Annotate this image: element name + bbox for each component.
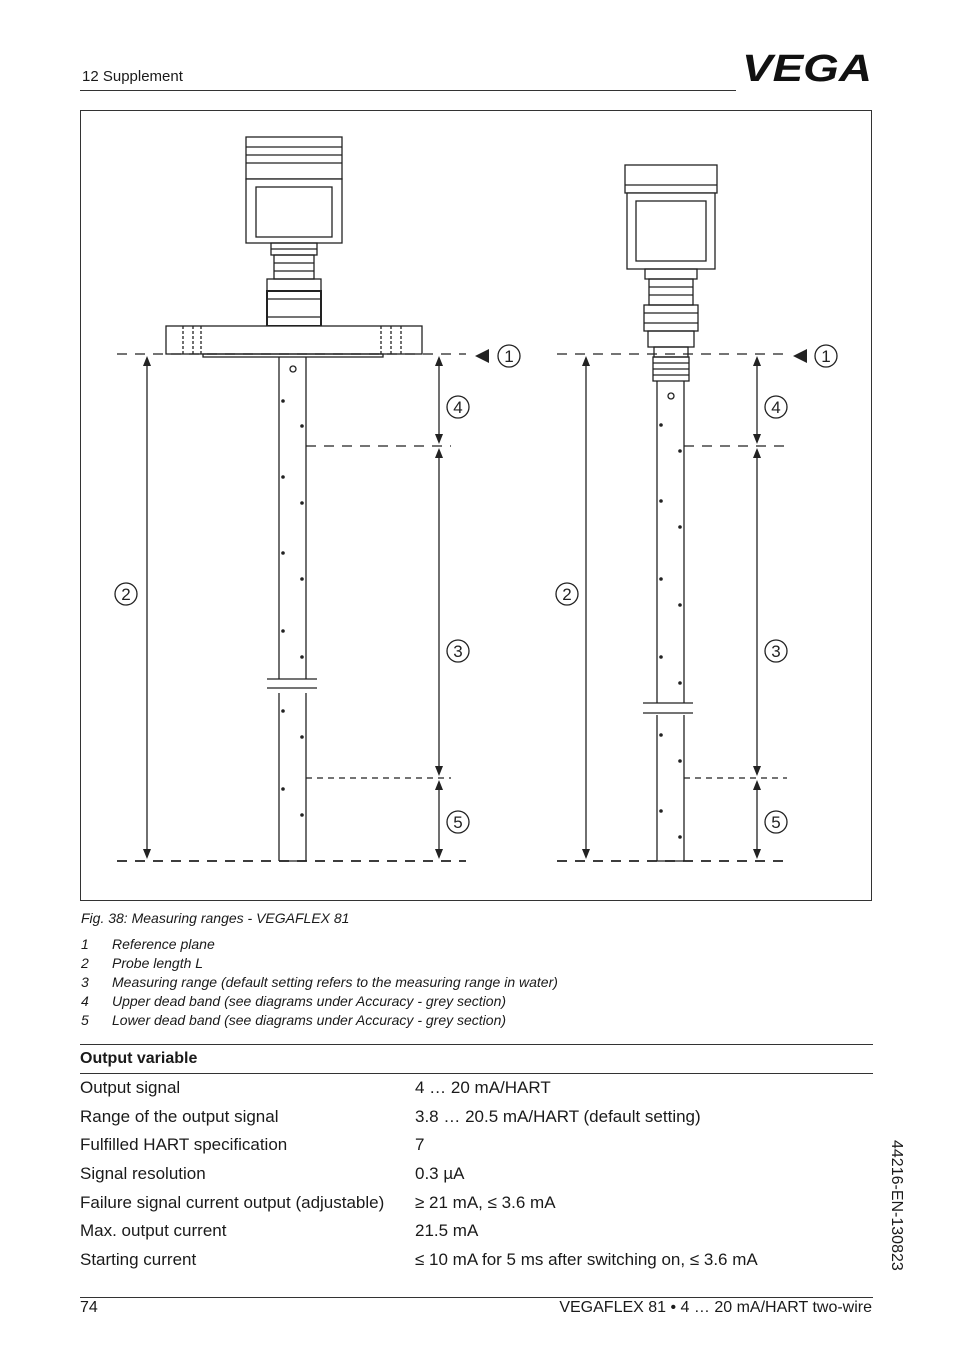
legend-text: Measuring range (default setting refers to the measuring range in water) <box>112 974 558 990</box>
spec-value: 0.3 µA <box>415 1164 465 1184</box>
marker-2-right <box>556 583 578 605</box>
table-row <box>80 1074 873 1103</box>
spec-label: Fulfilled HART specification <box>80 1135 288 1155</box>
legend-item <box>81 1011 558 1030</box>
legend-number: 5 <box>81 1012 89 1028</box>
marker-5-right <box>765 811 787 833</box>
table-row <box>80 1189 873 1218</box>
figure-caption: Fig. 38: Measuring ranges - VEGAFLEX 81 <box>81 910 350 926</box>
spec-value: 4 … 20 mA/HART <box>415 1078 551 1097</box>
table-row <box>80 1103 873 1132</box>
header-rule <box>80 90 736 91</box>
measuring-range-figure <box>80 110 872 901</box>
figure-legend <box>81 935 558 1030</box>
probe-diagram <box>81 111 873 902</box>
spec-label: Signal resolution <box>80 1164 206 1184</box>
table-row <box>80 1246 873 1275</box>
spec-label: Starting current <box>80 1250 197 1270</box>
legend-number: 1 <box>81 936 89 952</box>
flange-probe <box>166 137 422 861</box>
footer-product: VEGAFLEX 81 • 4 … 20 mA/HART two-wire <box>559 1299 872 1316</box>
svg-text:5: 5 <box>453 813 463 832</box>
footer-rule <box>80 1297 873 1298</box>
legend-text: Lower dead band (see diagrams under Accuracy - grey section) <box>112 1012 507 1028</box>
vega-logo <box>742 52 874 84</box>
legend-item <box>81 935 558 954</box>
spec-label: Failure signal current output (adjustable) <box>80 1192 385 1212</box>
table-row <box>80 1131 873 1160</box>
spec-value: ≥ 21 mA, ≤ 3.6 mA <box>415 1192 556 1212</box>
marker-4-left <box>447 396 469 418</box>
logo-lettering: VEGA <box>742 52 872 84</box>
legend-item <box>81 973 558 992</box>
svg-text:1: 1 <box>504 347 514 366</box>
output-variable-table <box>80 1044 873 1275</box>
svg-text:2: 2 <box>121 585 131 604</box>
marker-1-left <box>498 345 520 367</box>
legend-number: 2 <box>81 955 89 971</box>
legend-item <box>81 954 558 973</box>
table-heading: Output variable <box>80 1045 873 1074</box>
svg-text:1: 1 <box>821 347 831 366</box>
table-row <box>80 1217 873 1246</box>
spec-value: ≤ 10 mA for 5 ms after switching on, ≤ 3.6 mA <box>415 1250 758 1270</box>
legend-text: Probe length L <box>112 955 204 971</box>
marker-1-right <box>815 345 837 367</box>
svg-text:4: 4 <box>453 398 463 417</box>
marker-5-left <box>447 811 469 833</box>
marker-3-right <box>765 640 787 662</box>
spec-value: 7 <box>415 1135 425 1155</box>
spec-label: Max. output current <box>80 1221 227 1241</box>
spec-label: Range of the output signal <box>80 1106 279 1126</box>
svg-text:4: 4 <box>771 398 781 417</box>
svg-text:3: 3 <box>453 642 463 661</box>
right-dimensions <box>557 354 787 861</box>
legend-text: Reference plane <box>112 936 215 952</box>
legend-number: 4 <box>81 993 89 1009</box>
svg-text:2: 2 <box>562 585 572 604</box>
document-code: 44216-EN-130823 <box>888 1140 905 1271</box>
spec-value: 3.8 … 20.5 mA/HART (default setting) <box>415 1106 701 1126</box>
marker-2-left <box>115 583 137 605</box>
legend-text: Upper dead band (see diagrams under Accuracy - grey section) <box>112 993 507 1009</box>
thread-probe <box>625 165 717 861</box>
table-row <box>80 1160 873 1189</box>
svg-text:5: 5 <box>771 813 781 832</box>
page-number: 74 <box>80 1299 98 1316</box>
svg-text:3: 3 <box>771 642 781 661</box>
spec-label: Output signal <box>80 1078 181 1097</box>
spec-value: 21.5 mA <box>415 1221 479 1241</box>
legend-item <box>81 992 558 1011</box>
legend-number: 3 <box>81 974 89 990</box>
marker-4-right <box>765 396 787 418</box>
left-dimensions <box>117 354 466 861</box>
marker-3-left <box>447 640 469 662</box>
section-header: 12 Supplement <box>82 68 183 85</box>
